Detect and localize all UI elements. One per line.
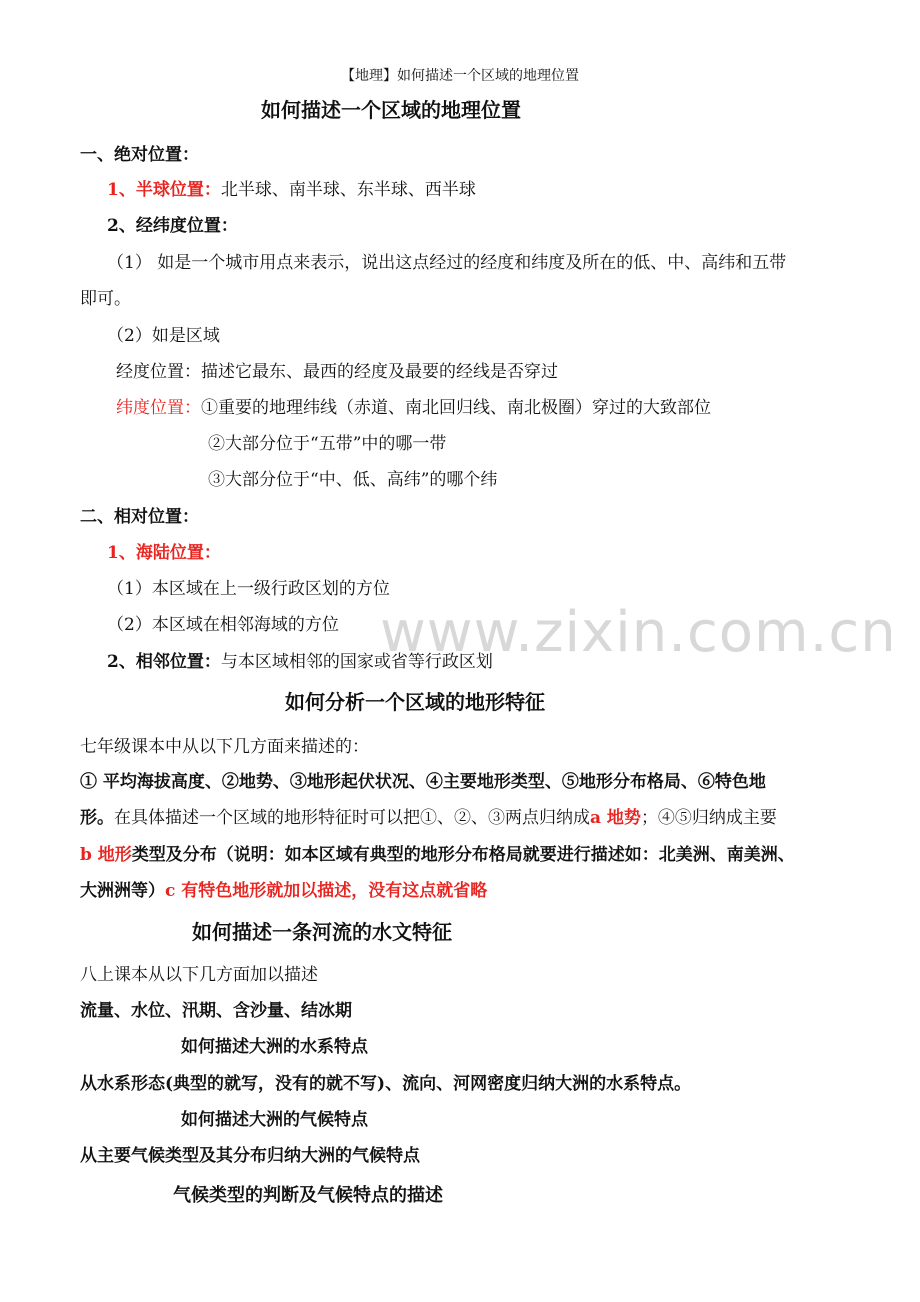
section-title-location: 如何描述一个区域的地理位置 [261,98,521,122]
latitude-item-3: ③大部分位于“中、低、高纬”的哪个纬 [208,470,498,490]
terrain-line-2-end: ；④⑤归纳成主要 [640,808,777,828]
heading-relative-position: 二、相对位置： [80,507,199,527]
hemisphere-text: 北半球、南半球、东半球、西半球 [220,180,476,200]
page-header: 【地理】如何描述一个区域的地理位置 [341,68,579,84]
point-city-line-2: 即可。 [80,289,131,309]
terrain-point-a: a 地势 [590,808,641,828]
section-title-terrain: 如何分析一个区域的地形特征 [285,690,545,714]
hemisphere-line [107,178,476,202]
latitude-item-1: ①重要的地理纬线（赤道、南北回归线、南北极圈）穿过的大致部位 [201,398,711,418]
terrain-point-b: b 地形 [80,845,132,865]
terrain-line-2-body: 在具体描述一个区域的地形特征时可以把①、②、③两点归纳成 [114,808,590,828]
hemisphere-label: 1、半球位置： [107,180,221,200]
region-line: （2）如是区域 [107,326,220,346]
latitude-label: 纬度位置： [116,398,201,418]
section-title-climate: 如何描述大洲的气候特点 [181,1110,368,1130]
heading-latlon-position: 2、经纬度位置： [107,216,238,236]
neighbor-line [107,650,493,674]
river-features: 流量、水位、汛期、含沙量、结冰期 [80,1001,352,1021]
terrain-intro: 七年级课本中从以下几方面来描述的： [80,737,369,757]
terrain-line-2-start: 形。 [80,808,114,828]
section-title-climate-type: 气候类型的判断及气候特点的描述 [173,1185,443,1206]
neighbor-label: 2、相邻位置： [107,652,221,672]
terrain-line-3 [80,843,795,867]
river-intro: 八上课本从以下几方面加以描述 [80,965,318,985]
point-city-line-1: （1） 如是一个城市用点来表示，说出这点经过的经度和纬度及所在的低、中、高纬和五带 [107,253,787,273]
section-title-water-system: 如何描述大洲的水系特点 [181,1037,368,1057]
terrain-point-c: c 有特色地形就加以描述，没有这点就省略 [165,881,488,901]
neighbor-text: 与本区域相邻的国家或省等行政区划 [220,652,493,672]
terrain-line-1: ① 平均海拔高度、②地势、③地形起伏状况、④主要地形类型、⑤地形分布格局、⑥特色地 [80,772,766,792]
terrain-line-3-body: 类型及分布（说明：如本区域有典型的地形分布格局就要进行描述如：北美洲、南美洲、 [131,845,795,865]
heading-absolute-position: 一、绝对位置： [80,145,199,165]
sea-land-item-2: （2）本区域在相邻海域的方位 [107,615,339,635]
sea-land-label: 1、海陆位置： [107,543,221,563]
watermark: www.zixin.com.cn [380,600,897,665]
terrain-line-2 [80,806,777,830]
sea-land-item-1: （1）本区域在上一级行政区划的方位 [107,579,390,599]
climate-text: 从主要气候类型及其分布归纳大洲的气候特点 [80,1146,420,1166]
terrain-line-4-start: 大洲洲等） [80,881,165,901]
longitude-position-line: 经度位置：描述它最东、最西的经度及最要的经线是否穿过 [116,362,558,382]
section-title-river: 如何描述一条河流的水文特征 [192,920,452,944]
water-system-text: 从水系形态(典型的就写，没有的就不写)、流向、河网密度归纳大洲的水系特点。 [80,1074,692,1094]
latitude-item-2: ②大部分位于“五带”中的哪一带 [208,434,447,454]
latitude-position-line [116,396,711,420]
terrain-line-4 [80,879,487,903]
